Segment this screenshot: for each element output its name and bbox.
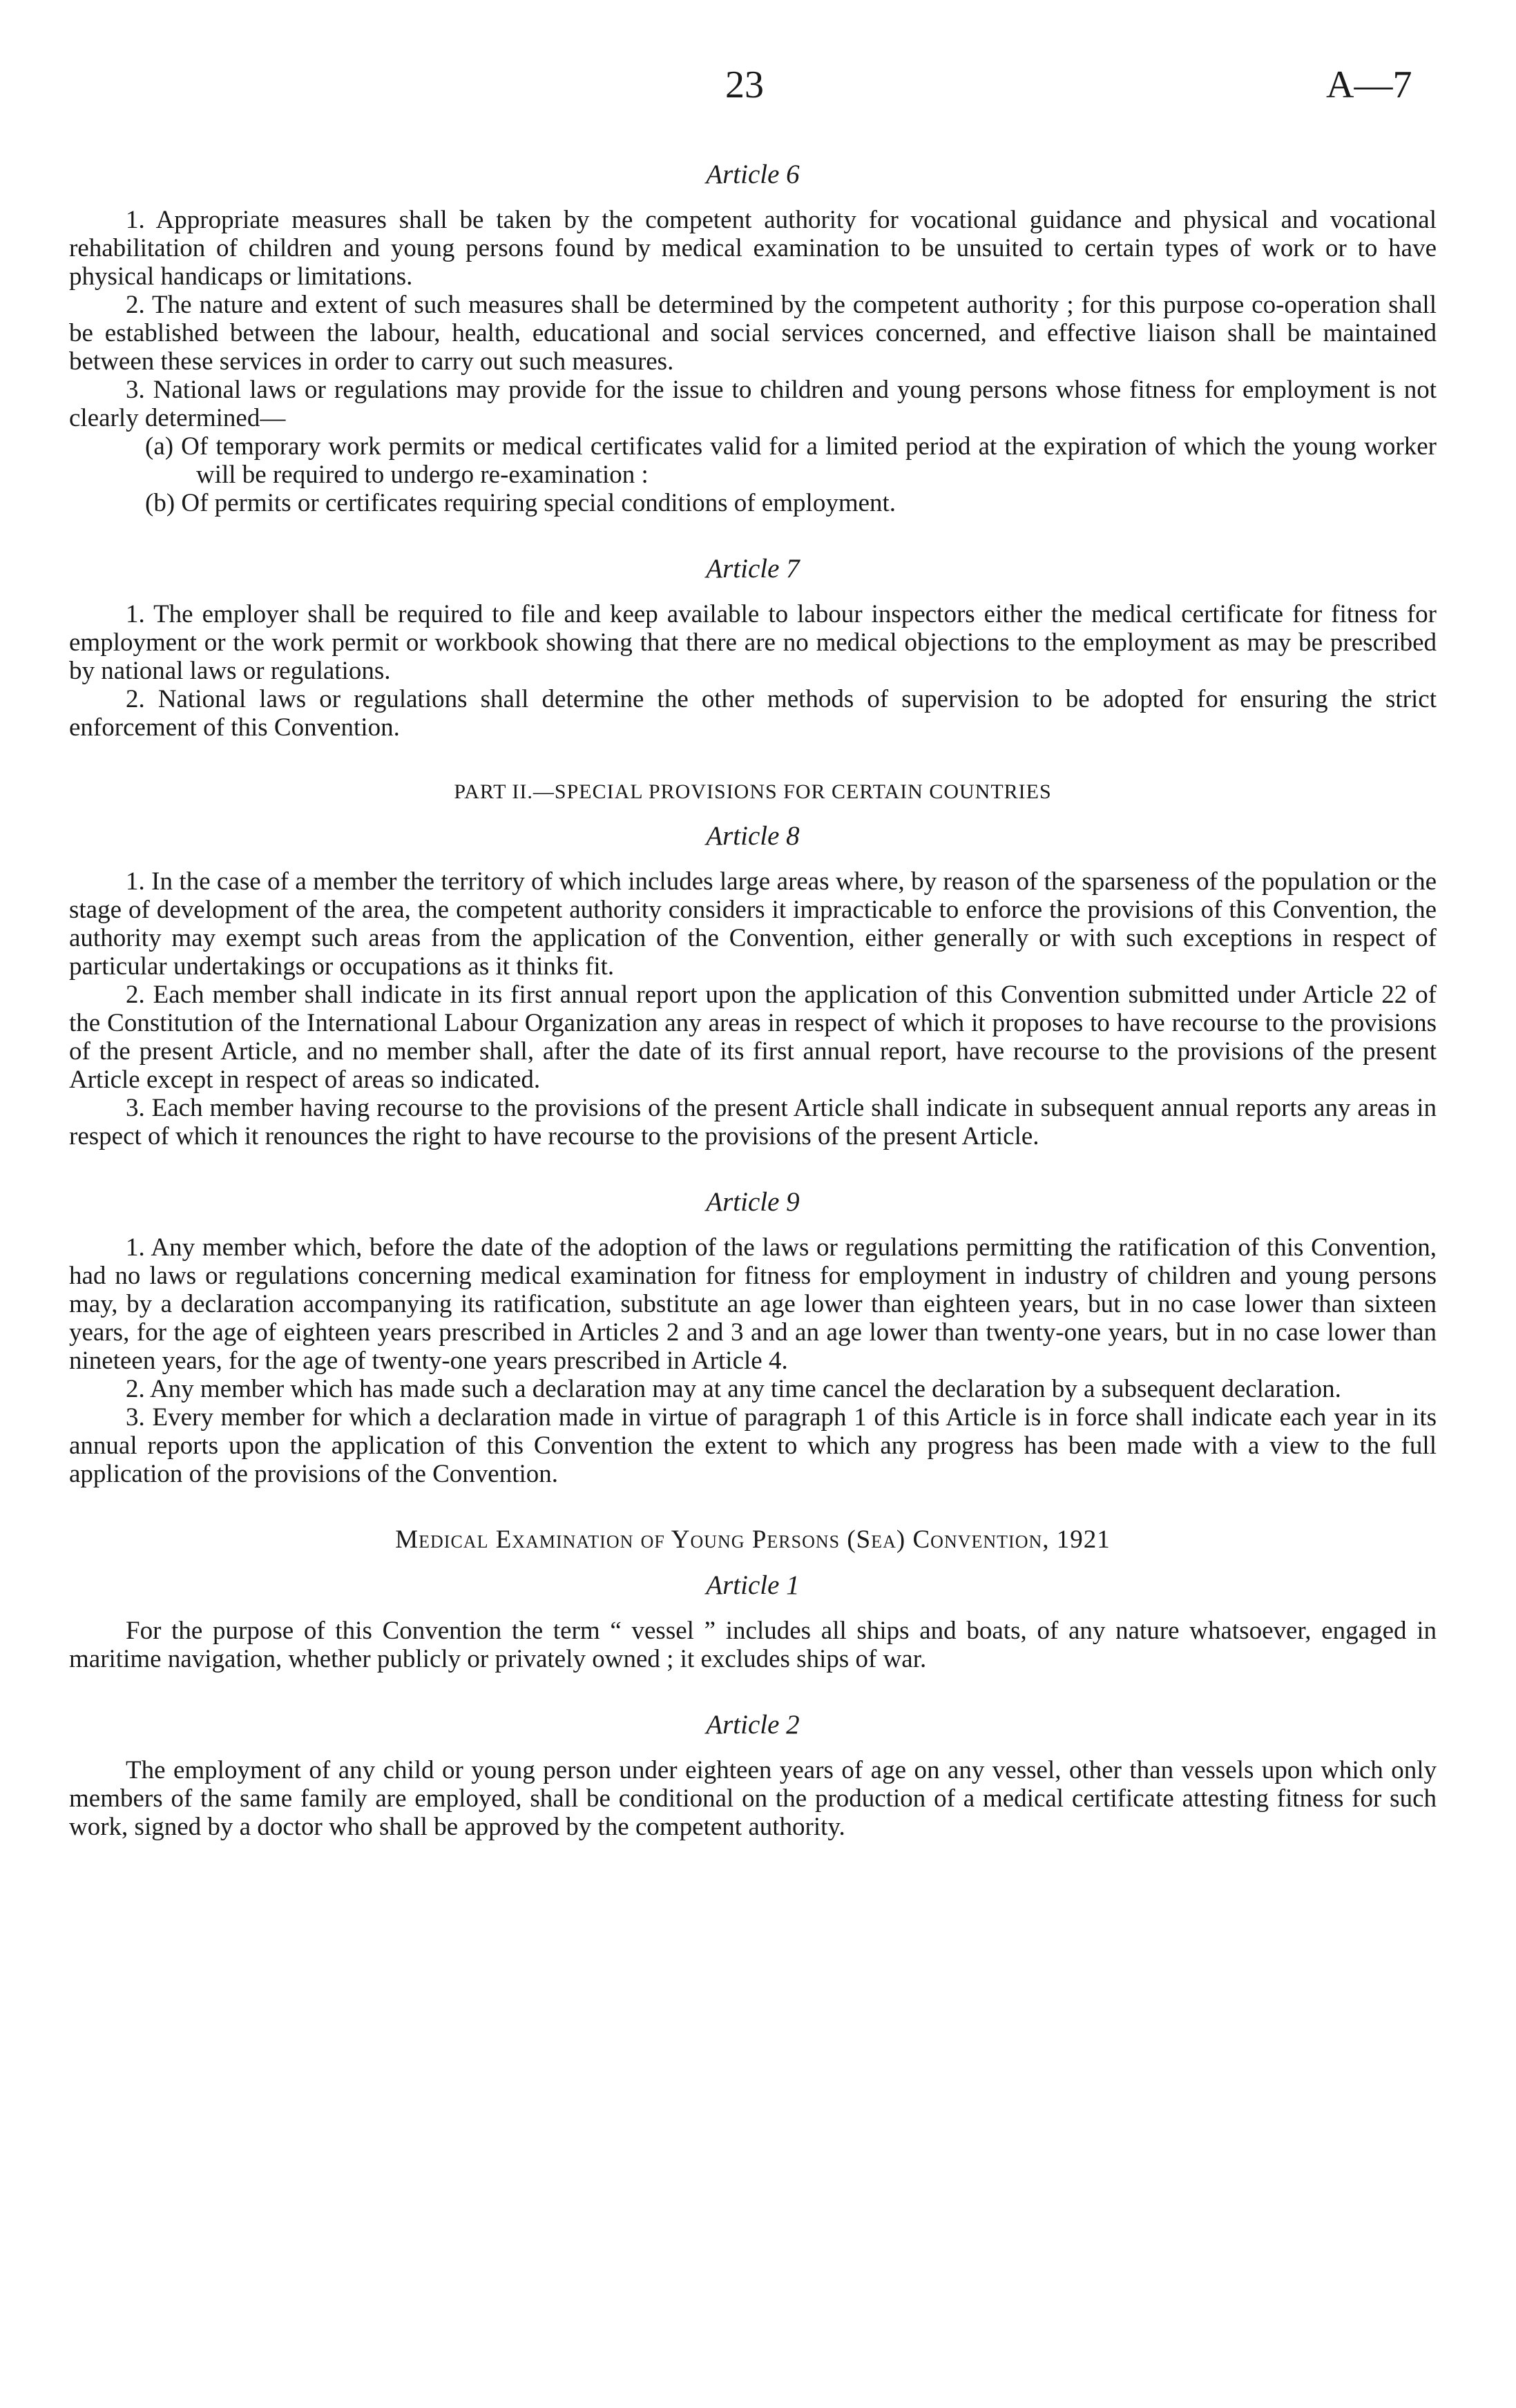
article-heading: Article 8: [706, 821, 800, 851]
article-7: [69, 552, 1437, 742]
document-reference: A—7: [1326, 64, 1412, 106]
page-content: [69, 157, 1437, 1876]
paragraph: 2. Any member which has made such a declaration may at any time cancel the declaration by a subsequent declaration.: [126, 1375, 1341, 1403]
part-heading: PART II.—SPECIAL PROVISIONS FOR CERTAIN COUNTRIES: [454, 780, 1052, 803]
article-heading: Article 6: [706, 160, 800, 189]
paragraph: 1. Any member which, before the date of the adoption of the laws or regulations permitting the ratification of this Convention, had no laws or regulations concerning medical examination for fitness for employment in industry of children and young persons may, by a declaration accompanying its ratification, substitute an age lower than eighteen years, but in no case lower than sixteen years, for the age of eighteen years prescribed in Articles 2 and 3 and an age lower than twenty-one years, but in no case lower than nineteen years, for the age of twenty-one years prescribed in Article 4.: [69, 1233, 1437, 1375]
article-heading: Article 9: [706, 1187, 800, 1217]
paragraph: For the purpose of this Convention the term “ vessel ” includes all ships and boats, of any nature whatsoever, engaged in maritime navigation, whether publicly or privately owned ; it excludes ships of war.: [69, 1617, 1437, 1673]
sea-article-2: [69, 1708, 1437, 1841]
page-number: 23: [725, 64, 764, 106]
paragraph: 2. National laws or regulations shall determine the other methods of supervision to be adopted for ensuring the strict enforcement of this Convention.: [69, 685, 1437, 742]
sea-convention-section: [69, 1523, 1437, 1557]
paragraph: 3. National laws or regulations may provide for the issue to children and young persons whose fitness for employment is not clearly determined—: [69, 376, 1437, 432]
paragraph: 1. The employer shall be required to file and keep available to labour inspectors either the medical certificate for fitness for employment or the work permit or workbook showing that there are no medical objections to the employment as may be prescribed by national laws or regulations.: [69, 600, 1437, 685]
article-6: [69, 157, 1437, 517]
paragraph: 2. Each member shall indicate in its first annual report upon the application of this Convention submitted under Article 22 of the Constitution of the International Labour Organization any areas in respect of which it proposes to have recourse to the provisions of the present Article, and no member shall, after the date of its first annual report, have recourse to the provisions of the present Article except in respect of areas so indicated.: [69, 981, 1437, 1094]
article-heading: Article 2: [706, 1710, 800, 1740]
paragraph: 2. The nature and extent of such measures shall be determined by the competent authority ; for this purpose co-operation shall be established between the labour, health, educational and social services concerned, and effective liaison shall be maintained between these services in order to carry out such measures.: [69, 291, 1437, 376]
article-heading: Article 1: [706, 1570, 800, 1600]
article-9: [69, 1185, 1437, 1488]
paragraph: The employment of any child or young person under eighteen years of age on any vessel, other than vessels upon which only members of the same family are employed, shall be conditional on the production of a medical certificate attesting fitness for such work, signed by a doctor who shall be approved by the competent authority.: [69, 1756, 1437, 1841]
article-8: [69, 819, 1437, 1150]
article-heading: Article 7: [706, 554, 800, 584]
paragraph: 3. Every member for which a declaration made in virtue of paragraph 1 of this Article is in force shall indicate each year in its annual reports upon the application of this Convention the extent to which any progress has been made with a view to the full application of the provisions of the Convention.: [69, 1403, 1437, 1488]
list-item: (b) Of permits or certificates requiring special conditions of employment.: [145, 489, 896, 517]
sea-article-1: [69, 1568, 1437, 1673]
paragraph: 1. In the case of a member the territory of which includes large areas where, by reason of the sparseness of the population or the stage of development of the area, the competent authority considers it impracticable to enforce the provisions of this Convention, the authority may exempt such areas from the application of the Convention, either generally or with such exceptions in respect of particular undertakings or occupations as it thinks fit.: [69, 867, 1437, 981]
list-item: (a) Of temporary work permits or medical certificates valid for a limited period at the expiration of which the young worker will be required to undergo re-examination :: [145, 432, 1437, 489]
paragraph: 1. Appropriate measures shall be taken by the competent authority for vocational guidance and physical and vocational rehabilitation of children and young persons found by medical examination to be unsuited to certain types of work or to have physical handicaps or limitations.: [69, 206, 1437, 291]
paragraph: 3. Each member having recourse to the provisions of the present Article shall indicate in subsequent annual reports any areas in respect of which it renounces the right to have recourse to the provisions of the present Article.: [69, 1094, 1437, 1150]
page-header: [0, 61, 1516, 109]
convention-heading: Medical Examination of Young Persons (Sea) Convention, 1921: [395, 1525, 1111, 1554]
part-2-section: [69, 776, 1437, 808]
